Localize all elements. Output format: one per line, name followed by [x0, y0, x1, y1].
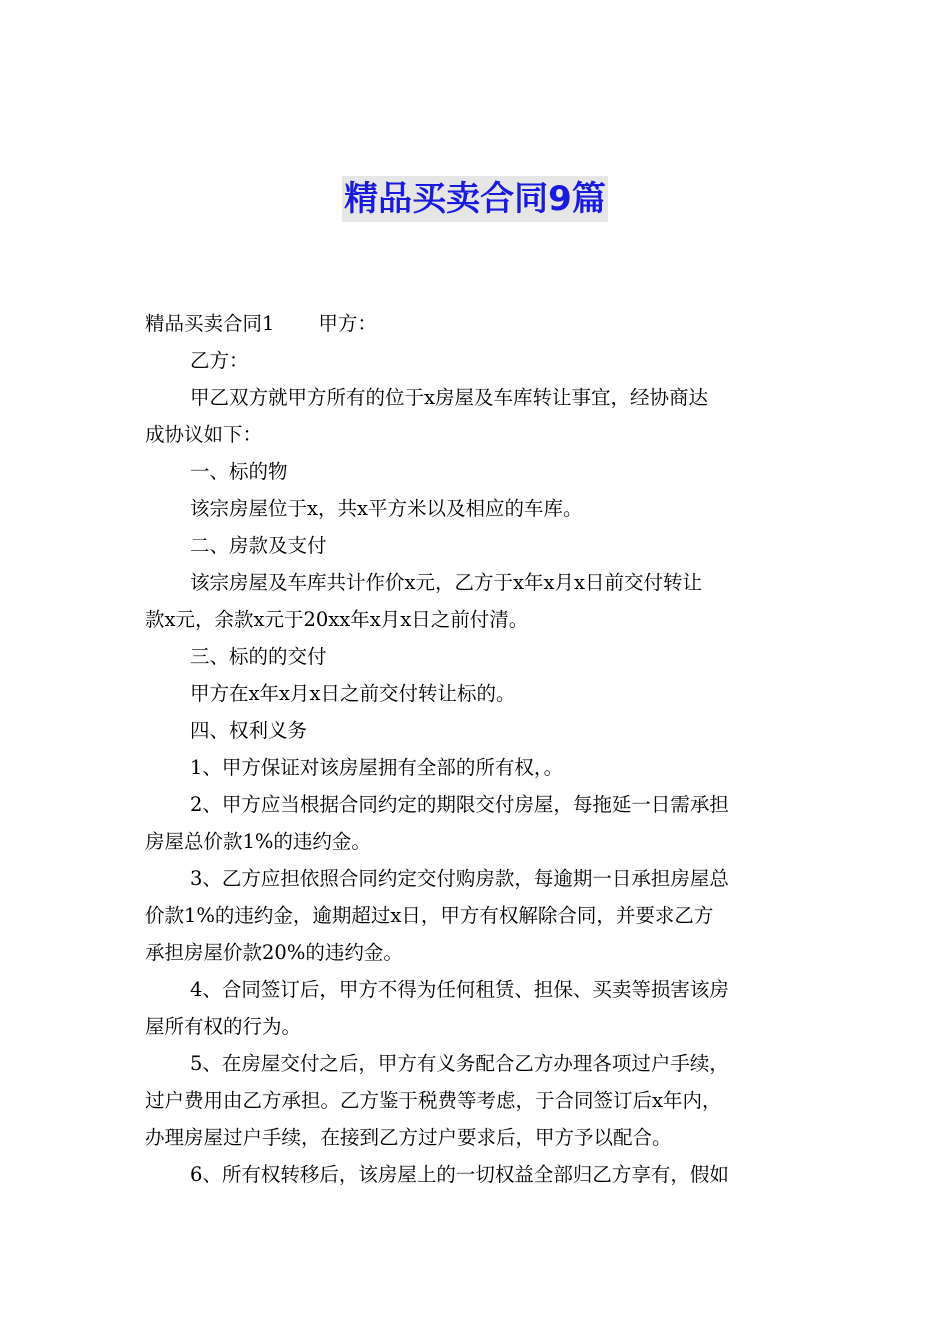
paragraph-line-item3-2: 价款1%的违约金，逾期超过x日，甲方有权解除合同，并要求乙方: [145, 904, 714, 927]
paragraph-line-sec1-title: 一、标的物: [190, 460, 288, 483]
paragraph-line-sec1-body: 该宗房屋位于x，共x平方米以及相应的车库。: [190, 497, 583, 520]
heading-label: 精品买卖合同1: [145, 312, 275, 335]
paragraph-line-item5-1: 5、在房屋交付之后，甲方有义务配合乙方办理各项过户手续，: [190, 1052, 729, 1075]
paragraph-line-intro-2: 成协议如下：: [145, 423, 263, 446]
paragraph-line-party-b: 乙方：: [190, 349, 249, 372]
paragraph-line-item5-3: 办理房屋过户手续，在接到乙方过户要求后，甲方予以配合。: [145, 1126, 672, 1149]
paragraph-line-item2-2: 房屋总价款1%的违约金。: [145, 830, 371, 853]
document-title: 精品买卖合同9篇: [342, 176, 608, 222]
title-container: [0, 176, 950, 222]
paragraph-line-item4-1: 4、合同签订后，甲方不得为任何租赁、担保、买卖等损害该房: [190, 978, 729, 1001]
paragraph-line-item5-2: 过户费用由乙方承担。乙方鉴于税费等考虑，于合同签订后x年内，: [145, 1089, 722, 1112]
paragraph-line-intro-1: 甲乙双方就甲方所有的位于x房屋及车库转让事宜，经协商达: [190, 386, 708, 409]
party-a-label: 甲方：: [318, 312, 377, 335]
paragraph-line-sec3-title: 三、标的的交付: [190, 645, 327, 668]
paragraph-line-sec2-body-1: 该宗房屋及车库共计作价x元，乙方于x年x月x日前交付转让: [190, 571, 702, 594]
paragraph-line-item2-1: 2、甲方应当根据合同约定的期限交付房屋，每拖延一日需承担: [190, 793, 729, 816]
paragraph-line-item4-2: 屋所有权的行为。: [145, 1015, 302, 1038]
paragraph-line-item6-1: 6、所有权转移后，该房屋上的一切权益全部归乙方享有，假如: [190, 1163, 729, 1186]
paragraph-line-item3-1: 3、乙方应担依照合同约定交付购房款，每逾期一日承担房屋总: [190, 867, 729, 890]
paragraph-line-sec2-title: 二、房款及支付: [190, 534, 327, 557]
document-body: [145, 305, 807, 1193]
paragraph-line-item3-3: 承担房屋价款20%的违约金。: [145, 941, 403, 964]
paragraph-line-sec2-body-2: 款x元，余款x元于20xx年x月x日之前付清。: [145, 608, 529, 631]
paragraph-line-item1: 1、甲方保证对该房屋拥有全部的所有权，。: [190, 756, 564, 779]
paragraph-line-sec4-title: 四、权利义务: [190, 719, 308, 742]
paragraph-line-sec3-body: 甲方在x年x月x日之前交付转让标的。: [190, 682, 516, 705]
first-line: [145, 305, 807, 342]
